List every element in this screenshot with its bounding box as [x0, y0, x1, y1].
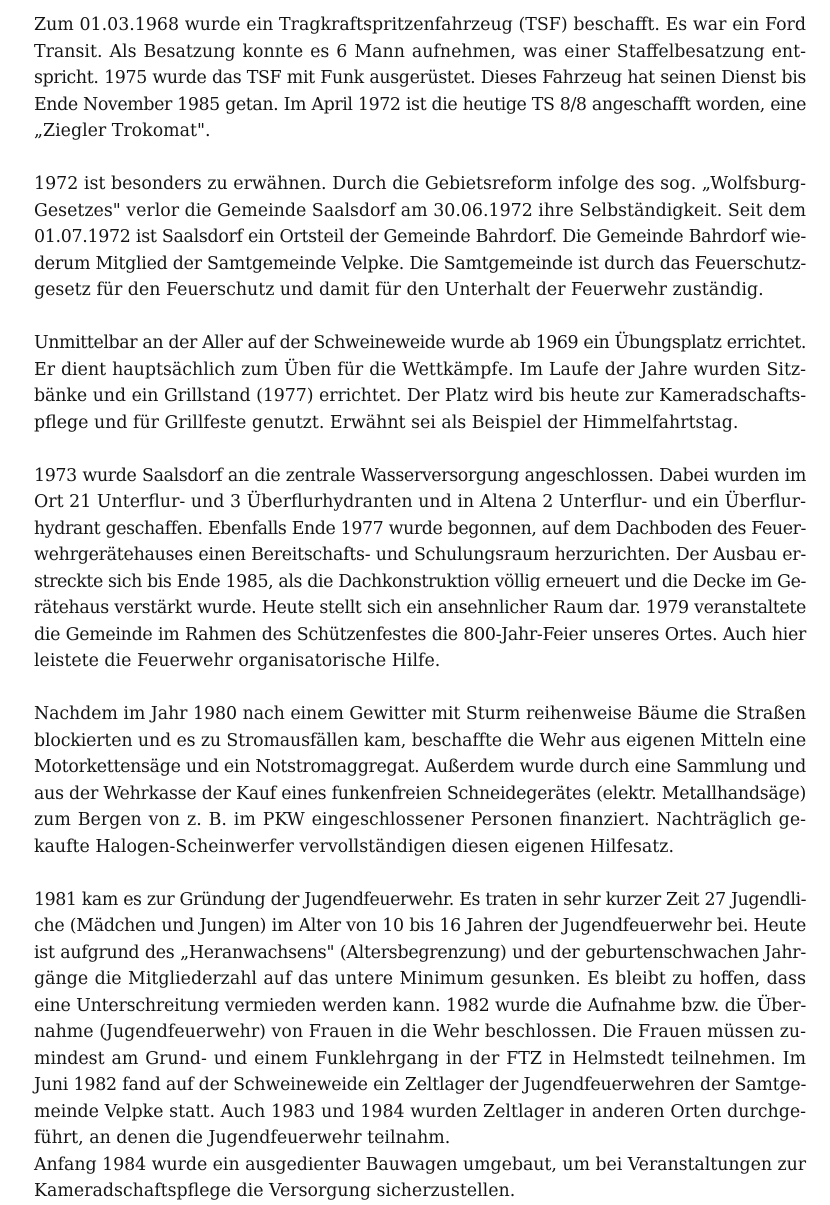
text-line: Motorkettensäge und ein Notstromaggregat. Außerdem wurde durch eine Sammlung und — [34, 757, 806, 777]
text-line: Juni 1982 fand auf der Schweineweide ein Zeltlager der Jugendfeuerwehren der Samtge- — [34, 1075, 807, 1095]
text-line: Transit. Als Besatzung konnte es 6 Mann aufnehmen, was einer Staffelbesatzung ent- — [34, 41, 806, 62]
text-line: spricht. 1975 wurde das TSF mit Funk ausgerüstet. Dieses Fahrzeug hat seinen Dienst bis — [34, 68, 806, 88]
text-line: kaufte Halogen-Scheinwerfer vervollständigen diesen eigenen Hilfesatz. — [34, 836, 674, 857]
paragraph-gap — [34, 145, 806, 172]
text-line: gänge die Mitgliederzahl auf das untere Minimum gesunken. Es bleibt zu hoffen, dass — [34, 969, 806, 989]
text-line: Unmittelbar an der Aller auf der Schweineweide wurde ab 1969 ein Übungsplatz errichtet. — [34, 333, 806, 353]
paragraph-jugendfeuerwehr — [34, 887, 806, 1152]
text-line: Gesetzes" verlor die Gemeinde Saalsdorf am 30.06.1972 ihre Selbständigkeit. Seit dem — [34, 200, 807, 221]
text-line: leistete die Feuerwehr organisatorische Hilfe. — [34, 651, 441, 671]
text-line: „Ziegler Trokomat". — [34, 121, 211, 141]
text-line: mindest am Grund- und einem Funklehrgang in der FTZ in Helmstedt teilnehmen. Im — [34, 1048, 806, 1069]
text-line: 01.07.1972 ist Saalsdorf ein Ortsteil der Gemeinde Bahrdorf. Die Gemeinde Bahrdorf wie- — [34, 227, 806, 247]
text-line: Anfang 1984 wurde ein ausgedienter Bauwagen umgebaut, um bei Veranstaltungen zur — [34, 1154, 806, 1175]
text-line: pflege und für Grillfeste genutzt. Erwähnt sei als Beispiel der Himmelfahrtstag. — [34, 412, 739, 433]
text-line: 1972 ist besonders zu erwähnen. Durch die Gebietsreform infolge des sog. „Wolfsburg- — [34, 174, 806, 194]
text-line: führt, an denen die Jugendfeuerwehr teilnahm. — [34, 1128, 451, 1148]
text-line: meinde Velpke statt. Auch 1983 und 1984 wurden Zeltlager in anderen Orten durchge- — [34, 1101, 806, 1122]
text-line: wehrgerätehauses einen Bereitschafts- und Schulungsraum herzurichten. Der Ausbau er- — [34, 545, 806, 565]
paragraph-gap — [34, 304, 806, 331]
text-line: ist aufgrund des „Heranwachsens" (Altersbegrenzung) und der geburtenschwachen Jahr- — [34, 942, 806, 963]
text-line: die Gemeinde im Rahmen des Schützenfestes die 800-Jahr-Feier unseres Ortes. Auch hier — [34, 624, 806, 645]
text-line: aus der Wehrkasse der Kauf eines funkenfreien Schneidegerätes (elektr. Metallhandsäge) — [34, 783, 806, 804]
paragraph-wasserversorgung — [34, 463, 806, 675]
text-line: zum Bergen von z. B. im PKW eingeschlossener Personen finanziert. Nachträglich ge- — [34, 810, 806, 830]
paragraph-bauwagen — [34, 1152, 806, 1205]
paragraph-gap — [34, 675, 806, 702]
paragraph-uebungsplatz — [34, 330, 806, 436]
text-line: Er dient hauptsächlich zum Üben für die Wettkämpfe. Im Laufe der Jahre wurden Sitz- — [34, 359, 806, 380]
text-line: bänke und ein Grillstand (1977) errichtet. Der Platz wird bis heute zur Kameradschafts- — [34, 386, 806, 406]
paragraph-gap — [34, 436, 806, 463]
text-line: che (Mädchen und Jungen) im Alter von 10 bis 16 Jahren der Jugendfeuerwehr bei. Heute — [34, 916, 806, 936]
text-line: Ort 21 Unterflur- und 3 Überflurhydranten und in Altena 2 Unterflur- und ein Überflur- — [34, 492, 806, 512]
text-line: Kameradschaftspflege die Versorgung sicherzustellen. — [34, 1181, 516, 1201]
text-line: Zum 01.03.1968 wurde ein Tragkraftspritzenfahrzeug (TSF) beschafft. Es war ein Ford — [34, 15, 806, 35]
text-line: streckte sich bis Ende 1985, als die Dachkonstruktion völlig erneuert und die Decke im Ge- — [34, 571, 806, 592]
text-line: 1981 kam es zur Gründung der Jugendfeuerwehr. Es traten in sehr kurzer Zeit 27 Jugendli- — [34, 889, 806, 910]
text-line: eine Unterschreitung vermieden werden kann. 1982 wurde die Aufnahme bzw. die Über- — [34, 995, 806, 1016]
text-line: nahme (Jugendfeuerwehr) von Frauen in die Wehr beschlossen. Die Frauen müssen zu- — [34, 1022, 806, 1042]
text-line: 1973 wurde Saalsdorf an die zentrale Wasserversorgung angeschlossen. Dabei wurden im — [34, 465, 806, 486]
text-line: blockierten und es zu Stromausfällen kam, beschaffte die Wehr aus eigenen Mitteln eine — [34, 730, 806, 751]
paragraph-gap — [34, 860, 806, 887]
text-line: gesetz für den Feuerschutz und damit für den Unterhalt der Feuerwehr zuständig. — [34, 280, 764, 300]
text-line: hydrant geschaffen. Ebenfalls Ende 1977 wurde begonnen, auf dem Dachboden des Feuer- — [34, 518, 806, 539]
paragraph-gewitter — [34, 701, 806, 860]
text-line: derum Mitglied der Samtgemeinde Velpke. Die Samtgemeinde ist durch das Feuerschutz- — [34, 253, 806, 274]
text-line: Nachdem im Jahr 1980 nach einem Gewitter mit Sturm reihenweise Bäume die Straßen — [34, 704, 806, 724]
paragraph-tsf — [34, 12, 806, 145]
document-page — [34, 12, 806, 1205]
paragraph-gebietsreform — [34, 171, 806, 304]
text-line: Ende November 1985 getan. Im April 1972 ist die heutige TS 8/8 angeschafft worden, eine — [34, 94, 806, 115]
text-line: rätehaus verstärkt wurde. Heute stellt sich ein ansehnlicher Raum dar. 1979 veranstaltete — [34, 598, 806, 618]
